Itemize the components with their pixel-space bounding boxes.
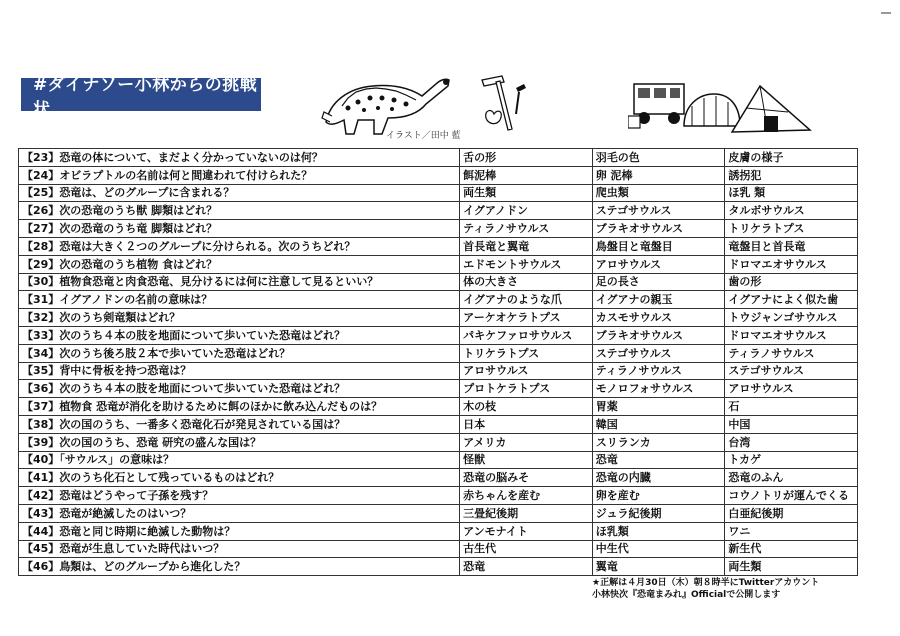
answer-option-1: 日本 <box>460 415 593 433</box>
question-cell <box>19 504 460 522</box>
answer-option-2: アロサウルス <box>592 255 725 273</box>
answer-option-1: アーケオケラトプス <box>460 309 593 327</box>
answer-option-1: 怪獣 <box>460 451 593 469</box>
answer-option-2: 恐竜の内臓 <box>592 469 725 487</box>
answer-option-3: イグアナによく似た歯 <box>725 291 858 309</box>
table-row <box>19 415 858 433</box>
answer-option-1: 木の枝 <box>460 398 593 416</box>
question-text: 次のうち剣竜類はどれ？ <box>59 310 181 324</box>
table-row <box>19 344 858 362</box>
answer-option-2: ブラキオサウルス <box>592 220 725 238</box>
table-row <box>19 291 858 309</box>
question-cell <box>19 273 460 291</box>
answer-option-3: 両生類 <box>725 558 858 576</box>
answer-option-2: 鳥盤目と竜盤目 <box>592 237 725 255</box>
table-row <box>19 149 858 167</box>
answer-option-1: 恐竜の脳みそ <box>460 469 593 487</box>
answer-option-1: 首長竜と翼竜 <box>460 237 593 255</box>
table-row <box>19 451 858 469</box>
answer-option-1: ティラノサウルス <box>460 220 593 238</box>
table-row <box>19 540 858 558</box>
question-number: 【35】 <box>22 364 60 378</box>
question-text: 植物食 恐竜が消化を助けるために餌のほかに飲み込んだものは？ <box>59 399 383 413</box>
question-number: 【43】 <box>22 506 60 520</box>
answer-option-3: 台湾 <box>725 433 858 451</box>
answer-option-3: ステゴサウルス <box>725 362 858 380</box>
question-text: 次のうち４本の肢を地面について歩いていた恐竜はどれ？ <box>59 382 346 396</box>
table-row <box>19 255 858 273</box>
answer-option-2: ステゴサウルス <box>592 344 725 362</box>
answer-option-2: スリランカ <box>592 433 725 451</box>
question-text: 次のうち後ろ肢２本で歩いていた恐竜はどれ？ <box>59 346 291 360</box>
quiz-table <box>18 148 858 576</box>
answer-option-3: 恐竜のふん <box>725 469 858 487</box>
question-cell <box>19 415 460 433</box>
answer-option-1: 餌泥棒 <box>460 166 593 184</box>
question-text: 恐竜と同じ時期に絶滅した動物は？ <box>59 524 236 538</box>
answer-option-3: 中国 <box>725 415 858 433</box>
question-cell <box>19 522 460 540</box>
question-cell <box>19 309 460 327</box>
question-text: 次の恐竜のうち竜 脚類はどれ？ <box>59 221 218 235</box>
answer-option-3: 歯の形 <box>725 273 858 291</box>
answer-option-2: 翼竜 <box>592 558 725 576</box>
answer-option-1: アロサウルス <box>460 362 593 380</box>
question-cell <box>19 291 460 309</box>
question-number: 【28】 <box>22 239 60 253</box>
question-cell <box>19 149 460 167</box>
question-text: 背中に骨板を持つ恐竜は？ <box>59 364 192 378</box>
answer-option-3: ドロマエオサウルス <box>725 326 858 344</box>
answer-option-1: プロトケラトプス <box>460 380 593 398</box>
answer-option-2: 卵を産む <box>592 487 725 505</box>
question-cell <box>19 380 460 398</box>
question-number: 【40】 <box>22 453 60 467</box>
answer-option-1: 体の大きさ <box>460 273 593 291</box>
question-number: 【32】 <box>22 310 60 324</box>
table-row <box>19 504 858 522</box>
question-text: 次の国のうち、恐竜 研究の盛んな国は？ <box>59 435 262 449</box>
question-text: 次の恐竜のうち植物 食はどれ？ <box>59 257 218 271</box>
answer-option-3: ドロマエオサウルス <box>725 255 858 273</box>
table-row <box>19 433 858 451</box>
question-number: 【29】 <box>22 257 60 271</box>
answer-option-2: イグアナの親玉 <box>592 291 725 309</box>
question-cell <box>19 487 460 505</box>
question-text: オビラプトルの名前は何と間違われて付けられた？ <box>59 168 313 182</box>
answer-option-1: 赤ちゃんを産む <box>460 487 593 505</box>
question-number: 【23】 <box>22 150 60 164</box>
answer-option-2: ほ乳類 <box>592 522 725 540</box>
question-number: 【45】 <box>22 542 60 556</box>
question-number: 【24】 <box>22 168 60 182</box>
table-row <box>19 558 858 576</box>
question-number: 【31】 <box>22 293 60 307</box>
page-title-banner <box>21 74 261 120</box>
question-number: 【38】 <box>22 417 60 431</box>
question-cell <box>19 202 460 220</box>
answer-option-2: ステゴサウルス <box>592 202 725 220</box>
table-row <box>19 487 858 505</box>
question-cell <box>19 398 460 416</box>
answer-option-3: 新生代 <box>725 540 858 558</box>
question-cell <box>19 469 460 487</box>
answer-option-2: ティラノサウルス <box>592 362 725 380</box>
answer-option-3: ワニ <box>725 522 858 540</box>
answer-option-3: 皮膚の様子 <box>725 149 858 167</box>
table-row <box>19 309 858 327</box>
question-number: 【41】 <box>22 471 60 485</box>
question-number: 【34】 <box>22 346 60 360</box>
question-text: 次の恐竜のうち獣 脚類はどれ？ <box>59 204 218 218</box>
question-text: 次の国のうち、一番多く恐竜化石が発見されている国は？ <box>59 417 346 431</box>
table-row <box>19 220 858 238</box>
scan-mark <box>881 12 891 14</box>
fossil-tools-illustration <box>478 72 534 136</box>
answer-option-3: ティラノサウルス <box>725 344 858 362</box>
question-text: 植物食恐竜と肉食恐竜、見分けるには何に注意して見るといい？ <box>59 275 379 289</box>
question-text: 恐竜が絶滅したのはいつ？ <box>59 506 192 520</box>
question-number: 【37】 <box>22 399 60 413</box>
answer-option-1: 三畳紀後期 <box>460 504 593 522</box>
answer-option-3: アロサウルス <box>725 380 858 398</box>
question-number: 【42】 <box>22 488 60 502</box>
answer-option-1: 古生代 <box>460 540 593 558</box>
question-number: 【44】 <box>22 524 60 538</box>
answer-option-1: 恐竜 <box>460 558 593 576</box>
illustration-credit: イラスト／田中 藍 <box>386 131 461 141</box>
question-cell <box>19 166 460 184</box>
question-number: 【33】 <box>22 328 60 342</box>
answer-option-1: アンモナイト <box>460 522 593 540</box>
answer-notice-line-2: 小林快次『恐竜まみれ』Officialで公開します <box>592 590 781 600</box>
table-row <box>19 469 858 487</box>
answer-option-2: 韓国 <box>592 415 725 433</box>
table-row <box>19 380 858 398</box>
answer-option-3: 石 <box>725 398 858 416</box>
table-row <box>19 166 858 184</box>
answer-option-1: パキケファロサウルス <box>460 326 593 344</box>
answer-option-1: 舌の形 <box>460 149 593 167</box>
question-cell <box>19 220 460 238</box>
answer-option-1: イグアノドン <box>460 202 593 220</box>
answer-option-3: 竜盤目と首長竜 <box>725 237 858 255</box>
table-row <box>19 522 858 540</box>
answer-option-1: トリケラトプス <box>460 344 593 362</box>
question-text: 恐竜は大きく２つのグループに分けられる。次のうちどれ？ <box>59 239 356 253</box>
question-number: 【30】 <box>22 275 60 289</box>
answer-option-2: 中生代 <box>592 540 725 558</box>
table-row <box>19 398 858 416</box>
question-text: 恐竜は、どのグループに含まれる？ <box>59 186 235 200</box>
answer-option-2: 卵 泥棒 <box>592 166 725 184</box>
question-text: 恐竜が生息していた時代はいつ？ <box>59 542 225 556</box>
question-text: 恐竜の体について、まだよく分かっていないのは何？ <box>59 150 323 164</box>
question-text: 次のうち化石として残っているものはどれ？ <box>59 471 280 485</box>
answer-option-2: 羽毛の色 <box>592 149 725 167</box>
answer-option-3: 白亜紀後期 <box>725 504 858 522</box>
answer-notice <box>592 577 819 601</box>
answer-option-1: エドモントサウルス <box>460 255 593 273</box>
question-cell <box>19 344 460 362</box>
answer-option-3: コウノトリが運んでくる <box>725 487 858 505</box>
question-cell <box>19 326 460 344</box>
answer-option-1: 両生類 <box>460 184 593 202</box>
question-number: 【27】 <box>22 221 60 235</box>
question-number: 【25】 <box>22 186 60 200</box>
answer-option-3: トカゲ <box>725 451 858 469</box>
answer-option-2: 爬虫類 <box>592 184 725 202</box>
answer-option-2: ブラキオサウルス <box>592 326 725 344</box>
table-row <box>19 237 858 255</box>
question-number: 【26】 <box>22 204 60 218</box>
table-row <box>19 273 858 291</box>
question-cell <box>19 255 460 273</box>
answer-option-1: イグアナのような爪 <box>460 291 593 309</box>
question-cell <box>19 540 460 558</box>
table-row <box>19 184 858 202</box>
question-text: 恐竜はどうやって子孫を残す？ <box>59 488 214 502</box>
question-cell <box>19 433 460 451</box>
question-cell <box>19 558 460 576</box>
table-row <box>19 362 858 380</box>
question-number: 【39】 <box>22 435 60 449</box>
question-cell <box>19 237 460 255</box>
answer-option-2: カスモサウルス <box>592 309 725 327</box>
answer-option-3: タルボサウルス <box>725 202 858 220</box>
answer-notice-line-1: ★正解は４月30日（木）朝８時半にTwitterアカウント <box>592 578 820 588</box>
answer-option-2: 足の長さ <box>592 273 725 291</box>
question-text: イグアノドンの名前の意味は？ <box>59 293 213 307</box>
question-cell <box>19 451 460 469</box>
answer-option-1: アメリカ <box>460 433 593 451</box>
question-cell <box>19 184 460 202</box>
question-cell <box>19 362 460 380</box>
answer-option-3: 誘拐犯 <box>725 166 858 184</box>
answer-option-2: ジュラ紀後期 <box>592 504 725 522</box>
table-row <box>19 202 858 220</box>
question-text: 「サウルス」の意味は？ <box>59 453 175 467</box>
answer-option-2: 恐竜 <box>592 451 725 469</box>
table-row <box>19 326 858 344</box>
question-text: 鳥類は、どのグループから進化した？ <box>59 560 246 574</box>
answer-option-3: トウジャンゴサウルス <box>725 309 858 327</box>
answer-option-3: ほ乳 類 <box>725 184 858 202</box>
answer-option-3: トリケラトプス <box>725 220 858 238</box>
page-title: #ダイナソー小林からの挑戦状 <box>33 74 258 120</box>
field-camp-illustration <box>628 72 814 140</box>
question-text: 次のうち４本の肢を地面について歩いていた恐竜はどれ？ <box>59 328 346 342</box>
question-number: 【46】 <box>22 560 60 574</box>
answer-option-2: モノロフォサウルス <box>592 380 725 398</box>
question-number: 【36】 <box>22 382 60 396</box>
answer-option-2: 胃薬 <box>592 398 725 416</box>
